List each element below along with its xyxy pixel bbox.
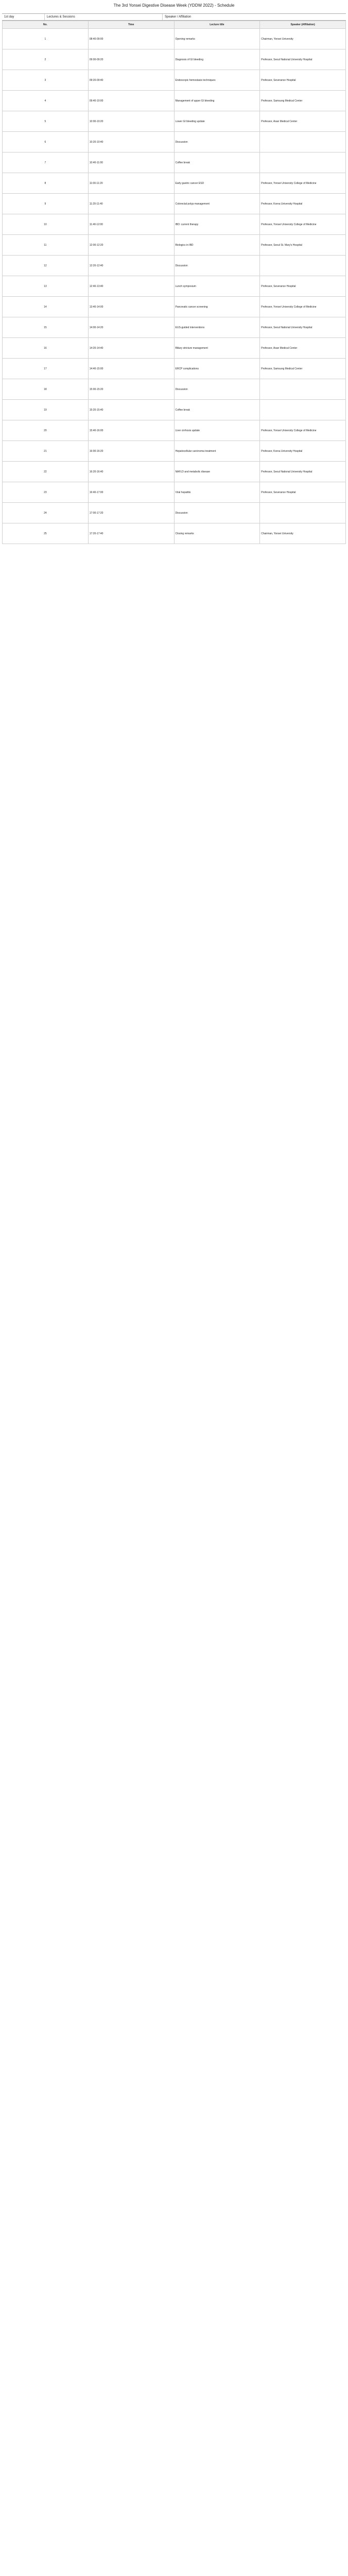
cell-no: 13 xyxy=(3,276,89,297)
header-day: 1st day xyxy=(2,14,45,20)
cell-no: 6 xyxy=(3,132,89,152)
cell-no: 25 xyxy=(3,523,89,544)
table-row xyxy=(3,214,346,235)
cell-speaker: Professor, Samsung Medical Center xyxy=(260,91,346,111)
cell-no: 23 xyxy=(3,482,89,503)
cell-speaker: Professor, Severance Hospital xyxy=(260,482,346,503)
cell-no: 16 xyxy=(3,338,89,359)
cell-no: 24 xyxy=(3,503,89,523)
cell-no: 19 xyxy=(3,400,89,420)
table-row xyxy=(3,173,346,194)
table-row xyxy=(3,523,346,544)
table-row xyxy=(3,482,346,503)
cell-time: 17:00-17:20 xyxy=(88,503,174,523)
table-row xyxy=(3,503,346,523)
cell-title: Closing remarks xyxy=(174,523,260,544)
table-row xyxy=(3,462,346,482)
cell-speaker xyxy=(260,379,346,400)
cell-speaker: Professor, Yonsei University College of Medicine xyxy=(260,173,346,194)
cell-no: 17 xyxy=(3,359,89,379)
cell-no: 10 xyxy=(3,214,89,235)
cell-title: EUS-guided interventions xyxy=(174,317,260,338)
cell-speaker xyxy=(260,132,346,152)
cell-title: Opening remarks xyxy=(174,29,260,49)
cell-no: 1 xyxy=(3,29,89,49)
cell-no: 9 xyxy=(3,194,89,214)
table-row xyxy=(3,152,346,173)
cell-time: 11:00-11:20 xyxy=(88,173,174,194)
table-row xyxy=(3,91,346,111)
cell-speaker: Professor, Asan Medical Center xyxy=(260,111,346,132)
cell-title: Liver cirrhosis update xyxy=(174,420,260,441)
cell-time: 12:00-12:20 xyxy=(88,235,174,256)
table-row xyxy=(3,400,346,420)
cell-no: 14 xyxy=(3,297,89,317)
cell-time: 15:00-15:20 xyxy=(88,379,174,400)
cell-time: 16:00-16:20 xyxy=(88,441,174,462)
cell-time: 14:00-14:20 xyxy=(88,317,174,338)
cell-title: Lower GI bleeding update xyxy=(174,111,260,132)
column-header-speaker: Speaker (Affiliation) xyxy=(260,21,346,29)
table-row xyxy=(3,359,346,379)
cell-title: Biliary stricture management xyxy=(174,338,260,359)
cell-speaker: Professor, Seoul St. Mary's Hospital xyxy=(260,235,346,256)
column-header-title: Lecture title xyxy=(174,21,260,29)
cell-time: 15:40-16:00 xyxy=(88,420,174,441)
table-row xyxy=(3,111,346,132)
cell-time: 16:40-17:00 xyxy=(88,482,174,503)
cell-title: Colorectal polyp management xyxy=(174,194,260,214)
header-speaker: Speaker / Affiliation xyxy=(165,15,192,19)
table-row xyxy=(3,297,346,317)
cell-no: 3 xyxy=(3,70,89,91)
column-header-row xyxy=(3,21,346,29)
table-row xyxy=(3,441,346,462)
cell-speaker xyxy=(260,503,346,523)
cell-no: 5 xyxy=(3,111,89,132)
cell-no: 20 xyxy=(3,420,89,441)
cell-title: Coffee break xyxy=(174,152,260,173)
cell-speaker: Professor, Seoul National University Hospital xyxy=(260,462,346,482)
cell-title: Discussion xyxy=(174,379,260,400)
cell-speaker: Chairman, Yonsei University xyxy=(260,29,346,49)
header-sessions: Lectures & Sessions xyxy=(45,14,163,20)
cell-speaker xyxy=(260,256,346,276)
column-header-time: Time xyxy=(88,21,174,29)
page-title: The 3rd Yonsei Digestive Disease Week (YDDW 2022) - Schedule xyxy=(113,3,235,8)
cell-time: 17:20-17:40 xyxy=(88,523,174,544)
table-row xyxy=(3,256,346,276)
cell-title: Hepatocellular carcinoma treatment xyxy=(174,441,260,462)
cell-time: 14:20-14:40 xyxy=(88,338,174,359)
cell-time: 10:00-10:20 xyxy=(88,111,174,132)
cell-title: Biologics in IBD xyxy=(174,235,260,256)
cell-no: 18 xyxy=(3,379,89,400)
cell-speaker: Professor, Yonsei University College of Medicine xyxy=(260,214,346,235)
cell-time: 09:00-09:20 xyxy=(88,49,174,70)
cell-speaker: Professor, Severance Hospital xyxy=(260,70,346,91)
cell-speaker: Professor, Seoul National University Hospital xyxy=(260,317,346,338)
cell-title: Discussion xyxy=(174,256,260,276)
table-row xyxy=(3,132,346,152)
table-row xyxy=(3,420,346,441)
table-row xyxy=(3,276,346,297)
table-row xyxy=(3,317,346,338)
table-row xyxy=(3,338,346,359)
cell-time: 11:40-12:00 xyxy=(88,214,174,235)
cell-speaker xyxy=(260,152,346,173)
cell-time: 11:20-11:40 xyxy=(88,194,174,214)
cell-speaker xyxy=(260,400,346,420)
cell-time: 10:20-10:40 xyxy=(88,132,174,152)
cell-no: 4 xyxy=(3,91,89,111)
cell-speaker: Chairman, Yonsei University xyxy=(260,523,346,544)
cell-time: 13:40-14:00 xyxy=(88,297,174,317)
table-row xyxy=(3,235,346,256)
cell-title: IBD: current therapy xyxy=(174,214,260,235)
cell-title: Endoscopic hemostasis techniques xyxy=(174,70,260,91)
cell-title: Management of upper GI bleeding xyxy=(174,91,260,111)
cell-no: 2 xyxy=(3,49,89,70)
table-row xyxy=(3,194,346,214)
cell-time: 14:40-15:00 xyxy=(88,359,174,379)
cell-speaker: Professor, Yonsei University College of Medicine xyxy=(260,297,346,317)
cell-speaker: Professor, Korea University Hospital xyxy=(260,194,346,214)
cell-no: 8 xyxy=(3,173,89,194)
table-row xyxy=(3,379,346,400)
cell-speaker: Professor, Samsung Medical Center xyxy=(260,359,346,379)
schedule-header xyxy=(2,13,346,21)
cell-time: 16:20-16:40 xyxy=(88,462,174,482)
cell-no: 11 xyxy=(3,235,89,256)
cell-title: Coffee break xyxy=(174,400,260,420)
cell-title: Discussion xyxy=(174,503,260,523)
cell-time: 12:20-12:40 xyxy=(88,256,174,276)
cell-speaker: Professor, Seoul National University Hospital xyxy=(260,49,346,70)
cell-title: Diagnosis of GI bleeding xyxy=(174,49,260,70)
cell-title: ERCP complications xyxy=(174,359,260,379)
cell-no: 15 xyxy=(3,317,89,338)
cell-no: 21 xyxy=(3,441,89,462)
cell-no: 12 xyxy=(3,256,89,276)
cell-time: 15:20-15:40 xyxy=(88,400,174,420)
cell-speaker: Professor, Asan Medical Center xyxy=(260,338,346,359)
cell-speaker: Professor, Yonsei University College of Medicine xyxy=(260,420,346,441)
table-row xyxy=(3,70,346,91)
cell-time: 09:40-10:00 xyxy=(88,91,174,111)
cell-title: Discussion xyxy=(174,132,260,152)
table-row xyxy=(3,49,346,70)
cell-time: 08:40-09:00 xyxy=(88,29,174,49)
cell-title: Lunch symposium xyxy=(174,276,260,297)
cell-title: NAFLD and metabolic disease xyxy=(174,462,260,482)
cell-no: 7 xyxy=(3,152,89,173)
schedule-table xyxy=(2,21,346,544)
cell-speaker: Professor, Severance Hospital xyxy=(260,276,346,297)
cell-time: 09:20-09:40 xyxy=(88,70,174,91)
cell-time: 10:40-11:00 xyxy=(88,152,174,173)
cell-title: Viral hepatitis xyxy=(174,482,260,503)
cell-title: Pancreatic cancer screening xyxy=(174,297,260,317)
cell-speaker: Professor, Korea University Hospital xyxy=(260,441,346,462)
cell-title: Early gastric cancer ESD xyxy=(174,173,260,194)
column-header-no: No. xyxy=(3,21,89,29)
cell-time: 12:40-13:40 xyxy=(88,276,174,297)
cell-no: 22 xyxy=(3,462,89,482)
table-row xyxy=(3,29,346,49)
